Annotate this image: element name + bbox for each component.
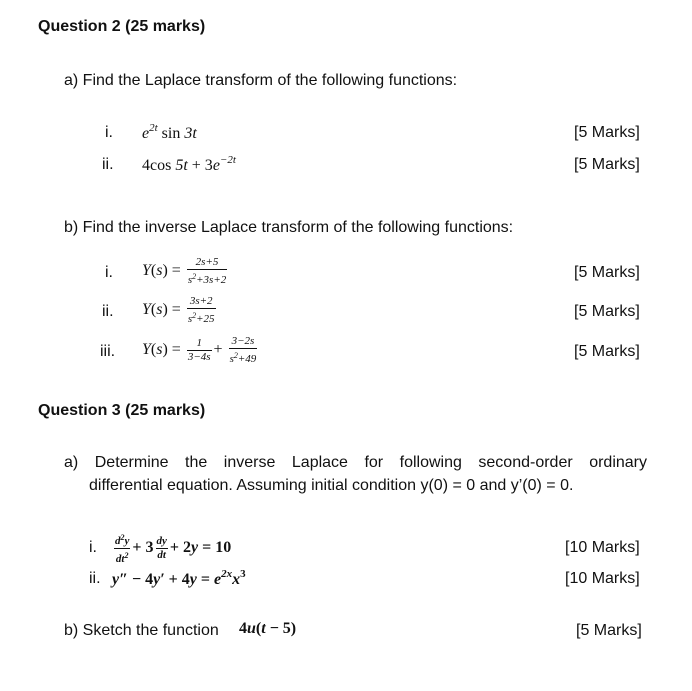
q3b-function: 4u(t − 5): [239, 620, 297, 637]
q3a-item-number: i.: [89, 539, 97, 556]
q3b-marks: [5 Marks]: [576, 622, 642, 639]
q2a-i-expression: $e^{2t}$ sin 3t: [142, 122, 197, 142]
q3a-ii-marks: [10 Marks]: [565, 570, 640, 587]
q2a-i-marks: [5 Marks]: [574, 124, 640, 141]
q2-part-b-label: b) Find the inverse Laplace transform of the following functions:: [64, 219, 514, 236]
q3a-ii-equation: $y'' - 4y' + 4y = e^{2x}x^3$: [112, 568, 246, 588]
q3-part-b-label: b) Sketch the function: [64, 622, 219, 639]
q3a-i-equation: $\frac{d^2y}{dt^2}$ + 3 $\frac{dy}{dt}$ + 2y = 10: [115, 533, 232, 565]
q2b-iii-marks: [5 Marks]: [574, 343, 640, 360]
q2b-ii-marks: [5 Marks]: [574, 303, 640, 320]
q2a-item-number: ii.: [102, 156, 114, 173]
q3-part-a-line2: differential equation. Assuming initial condition y(0) = 0 and y’(0) = 0.: [89, 477, 574, 494]
q3-part-a-line1: a) Determine the inverse Laplace for following second-order ordinary: [64, 454, 647, 471]
q2b-item-number: ii.: [102, 303, 114, 320]
q2a-item-number: i.: [105, 124, 113, 141]
q2-part-a-label: a) Find the Laplace transform of the following functions:: [64, 72, 458, 89]
q2b-ii-expression: Y(s) = $\frac{3s+2}{s^2+25}$: [142, 295, 215, 325]
q3a-i-marks: [10 Marks]: [565, 539, 640, 556]
q2b-i-expression: Y(s) = $\frac{2s+5}{s^2+3s+2}$: [142, 256, 227, 286]
q2b-iii-expression: Y(s) = $\frac{1}{3-4s}$ + $\frac{3-2s}{s^2+49}$: [142, 335, 257, 365]
question-2-title: Question 2 (25 marks): [38, 18, 206, 35]
q2b-i-marks: [5 Marks]: [574, 264, 640, 281]
q2a-ii-marks: [5 Marks]: [574, 156, 640, 173]
question-3-title: Question 3 (25 marks): [38, 402, 206, 419]
q2b-item-number: i.: [105, 264, 113, 281]
q2a-ii-expression: 4cos $5t + 3e^{-2t}$: [142, 154, 236, 174]
q2b-item-number: iii.: [100, 343, 116, 360]
q3a-item-number: ii.: [89, 570, 101, 587]
